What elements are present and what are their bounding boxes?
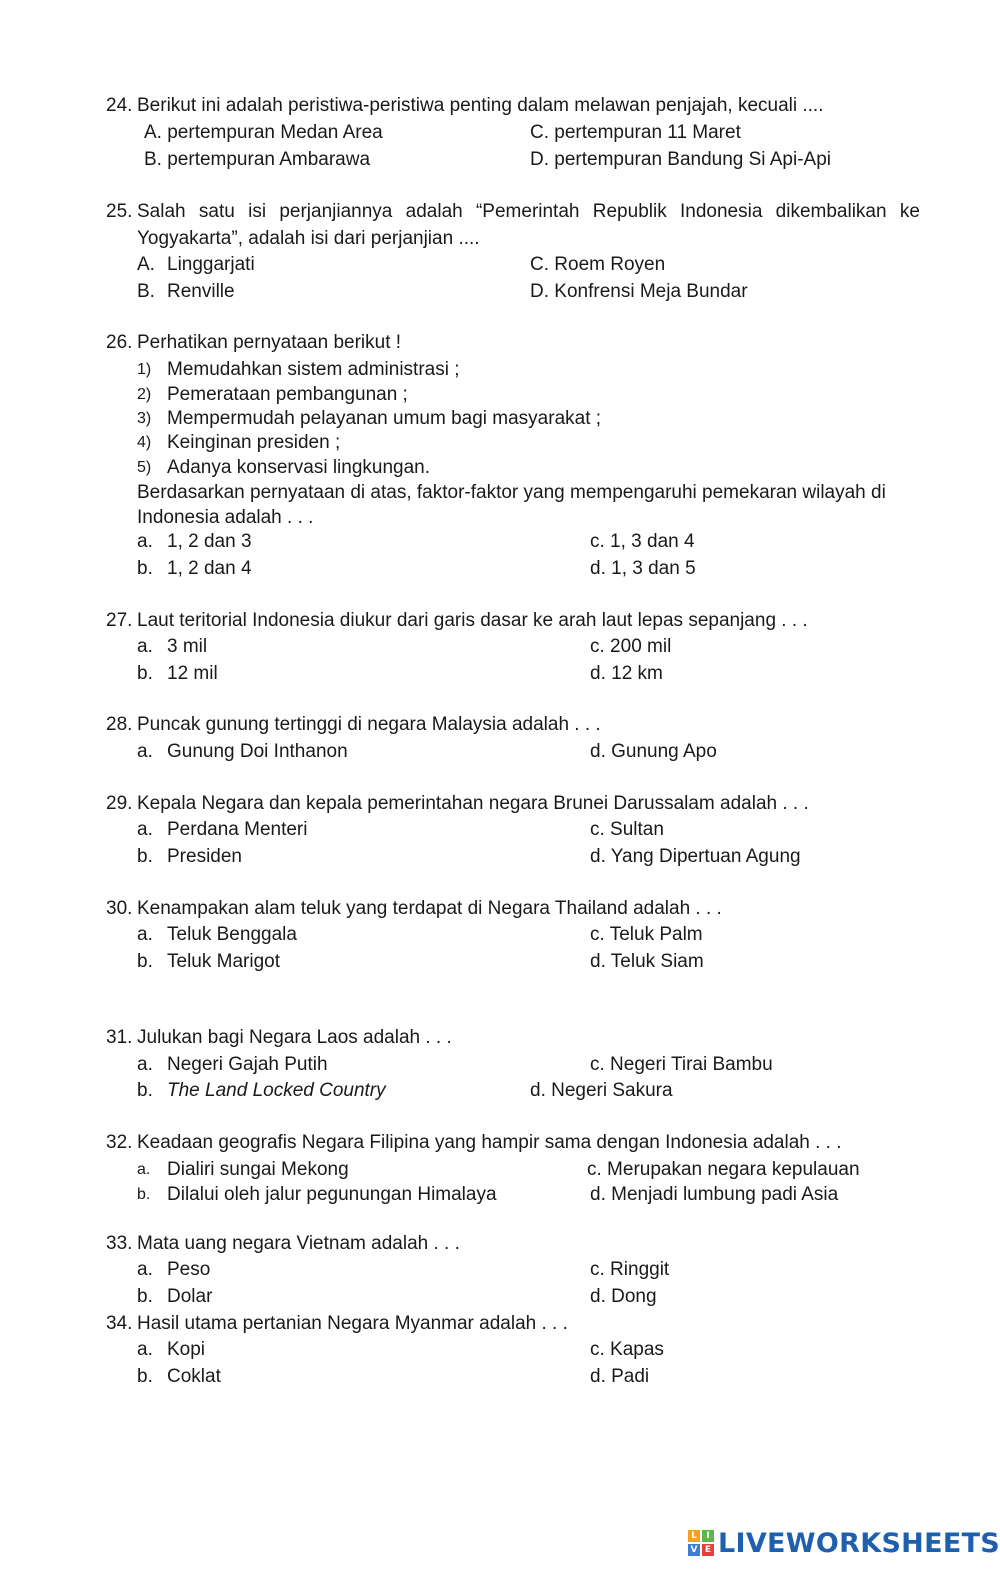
question-conclusion-line-1: Berdasarkan pernyataan di atas, faktor-faktor yang mempengaruhi pemekaran wilayah di [137, 482, 886, 503]
option-b-label: b. [137, 951, 153, 972]
option-d: d. Gunung Apo [590, 741, 717, 762]
question-number: 28. [106, 714, 133, 735]
question-text: Julukan bagi Negara Laos adalah . . . [137, 1027, 452, 1048]
option-a: Kopi [167, 1339, 206, 1360]
question-text: Hasil utama pertanian Negara Myanmar adalah . . . [137, 1313, 568, 1334]
question-word: ke [899, 201, 920, 222]
option-d: d. Padi [590, 1366, 650, 1387]
option-a-label: a. [137, 1259, 153, 1280]
option-a: A. pertempuran Medan Area [144, 122, 383, 143]
question-number: 32. [106, 1132, 133, 1153]
question-word: Republik [592, 201, 667, 222]
option-a: Teluk Benggala [167, 924, 297, 945]
question-text: Perhatikan pernyataan berikut ! [137, 332, 402, 353]
question-number: 31. [106, 1027, 133, 1048]
question-number: 27. [106, 610, 133, 631]
option-c: c. Sultan [590, 819, 664, 840]
option-c: c. 1, 3 dan 4 [590, 531, 695, 552]
option-b-label: b. [137, 663, 153, 684]
option-c: c. Teluk Palm [590, 924, 703, 945]
question-text: Keadaan geografis Negara Filipina yang hampir sama dengan Indonesia adalah . . . [137, 1132, 842, 1153]
option-a: 3 mil [167, 636, 208, 657]
option-c: c. Ringgit [590, 1259, 670, 1280]
option-b-label: b. [137, 1286, 153, 1307]
question-text: Laut teritorial Indonesia diukur dari garis dasar ke arah laut lepas sepanjang . . . [137, 610, 808, 631]
option-b-label: B. [137, 281, 155, 302]
option-a: Negeri Gajah Putih [167, 1054, 328, 1075]
option-b: B. pertempuran Ambarawa [144, 149, 371, 170]
option-a: Dialiri sungai Mekong [167, 1159, 349, 1180]
option-a-label: a. [137, 636, 153, 657]
question-text: Berikut ini adalah peristiwa-peristiwa penting dalam melawan penjajah, kecuali .... [137, 95, 824, 116]
logo-tile: E [702, 1544, 714, 1556]
option-b: Coklat [167, 1366, 221, 1387]
option-b-label: b. [137, 558, 153, 579]
option-b: 1, 2 dan 4 [167, 558, 252, 579]
option-d: d. Dong [590, 1286, 657, 1307]
option-a: 1, 2 dan 3 [167, 531, 252, 552]
logo-tile: L [688, 1530, 700, 1542]
option-b-label: b. [137, 1186, 151, 1203]
statement-text: Adanya konservasi lingkungan. [167, 457, 431, 478]
option-d: D. pertempuran Bandung Si Api-Api [530, 149, 832, 170]
option-a-label: a. [137, 1054, 153, 1075]
option-b: Teluk Marigot [167, 951, 280, 972]
option-c: c. Merupakan negara kepulauan [587, 1159, 860, 1180]
statement-text: Pemerataan pembangunan ; [167, 384, 408, 405]
statement-number: 4) [137, 434, 152, 451]
option-b: The Land Locked Country [167, 1080, 386, 1101]
question-word: isi [248, 201, 267, 222]
question-text-line-1 [137, 202, 920, 221]
statement-text: Memudahkan sistem administrasi ; [167, 359, 460, 380]
question-number: 30. [106, 898, 133, 919]
option-a-label: a. [137, 741, 153, 762]
statement-number: 1) [137, 361, 152, 378]
option-d: d. Negeri Sakura [530, 1080, 673, 1101]
logo-tile: I [702, 1530, 714, 1542]
question-word: Indonesia [679, 201, 763, 222]
question-number: 26. [106, 332, 133, 353]
option-a: Perdana Menteri [167, 819, 308, 840]
option-b: Dolar [167, 1286, 213, 1307]
option-a-label: a. [137, 1339, 153, 1360]
option-a: Linggarjati [167, 254, 255, 275]
option-b-label: b. [137, 1080, 153, 1101]
option-a-label: a. [137, 1161, 151, 1178]
statement-number: 5) [137, 459, 152, 476]
statement-number: 3) [137, 410, 152, 427]
question-number: 29. [106, 793, 133, 814]
question-text: Mata uang negara Vietnam adalah . . . [137, 1233, 460, 1254]
question-word: satu [198, 201, 235, 222]
logo-text: LIVEWORKSHEETS [718, 1527, 1000, 1559]
liveworksheets-logo[interactable] [688, 1528, 1000, 1558]
option-d: d. Yang Dipertuan Agung [590, 846, 801, 867]
option-a: Peso [167, 1259, 211, 1280]
question-number: 33. [106, 1233, 133, 1254]
option-c: C. pertempuran 11 Maret [530, 122, 741, 143]
option-a-label: a. [137, 924, 153, 945]
question-text: Kenampakan alam teluk yang terdapat di Negara Thailand adalah . . . [137, 898, 722, 919]
option-d: d. Menjadi lumbung padi Asia [590, 1184, 839, 1205]
question-text: Puncak gunung tertinggi di negara Malaysia adalah . . . [137, 714, 601, 735]
question-word: adalah [405, 201, 463, 222]
option-b: Renville [167, 281, 235, 302]
option-d: D. Konfrensi Meja Bundar [530, 281, 748, 302]
option-b: Dilalui oleh jalur pegunungan Himalaya [167, 1184, 497, 1205]
option-c: C. Roem Royen [530, 254, 666, 275]
option-c: c. Negeri Tirai Bambu [590, 1054, 773, 1075]
option-c: c. 200 mil [590, 636, 672, 657]
question-text: Kepala Negara dan kepala pemerintahan negara Brunei Darussalam adalah . . . [137, 793, 809, 814]
statement-text: Mempermudah pelayanan umum bagi masyarakat ; [167, 408, 602, 429]
question-word: Salah [137, 201, 186, 222]
option-a-label: a. [137, 819, 153, 840]
option-b-label: b. [137, 1366, 153, 1387]
option-a: Gunung Doi Inthanon [167, 741, 348, 762]
option-b: 12 mil [167, 663, 218, 684]
question-word: “Pemerintah [475, 201, 580, 222]
option-a-label: a. [137, 531, 153, 552]
statement-text: Keinginan presiden ; [167, 432, 341, 453]
option-b: Presiden [167, 846, 242, 867]
question-word: dikembalikan [775, 201, 887, 222]
option-d: d. 1, 3 dan 5 [590, 558, 696, 579]
logo-tile: V [688, 1544, 700, 1556]
logo-grid-icon [688, 1530, 714, 1556]
option-a-label: A. [137, 254, 155, 275]
question-word: perjanjiannya [279, 201, 393, 222]
option-c: c. Kapas [590, 1339, 664, 1360]
question-text-line-2: Yogyakarta”, adalah isi dari perjanjian .... [137, 228, 480, 249]
question-number: 34. [106, 1313, 133, 1334]
statement-number: 2) [137, 386, 152, 403]
option-d: d. 12 km [590, 663, 663, 684]
question-conclusion-line-2: Indonesia adalah . . . [137, 507, 314, 528]
question-number: 24. [106, 95, 133, 116]
option-b-label: b. [137, 846, 153, 867]
option-d: d. Teluk Siam [590, 951, 704, 972]
question-number: 25. [106, 201, 133, 222]
